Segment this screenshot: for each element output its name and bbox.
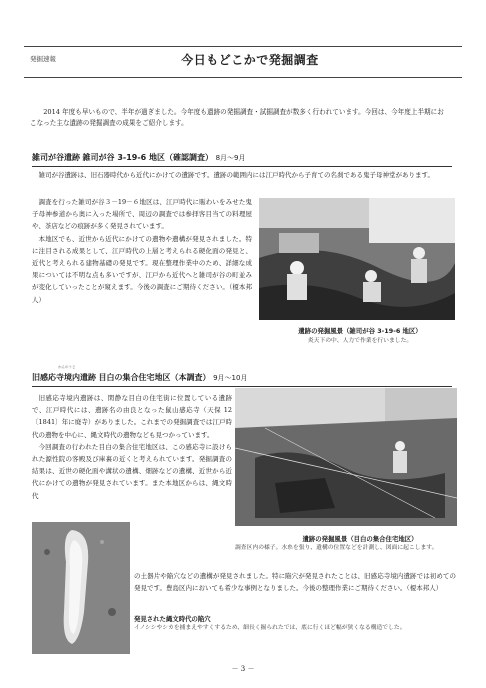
photo-caption-text: 炎天下の中、人力で作業を行いました。 [307,338,413,344]
pit-photo [32,522,130,654]
survey-date: 9月～10月 [213,374,248,382]
section1-paragraph: 調査を行った雑司が谷３－19－６地区は、江戸時代に賑わいをみせた鬼子母神参道から奥に入った場所で、周辺の調査では参拝客目当ての料理屋や、茶店などの痕跡が多く発見されています。 [32,198,252,231]
section2-paragraph: の土器片や陥穴などの遺構が発見されました。特に陥穴が発見されたことは、旧感応寺境内遺跡では初めての発見です。豊島区内においても希少な事例となりました。今後の整理作業にご期待ください。（榎本邦人） [134,572,456,593]
excavation-photo-mejiro [235,388,457,526]
section-heading-zoshigaya [32,150,452,167]
intro-paragraph: 2014 年度も早いもので、半年が過ぎました。今年度も遺跡の発掘調査・試掘調査が数多く行われています。今回は、今年度上半期におこなった主な遺跡の発掘調査の成果をご紹介します。 [30,108,444,127]
excavation-photo-zoshigaya [259,198,455,320]
pit-caption-text: イノシシやシカを捕まえやすくするため、細長く掘られたでは、底に行くほど幅が狭くなる構造でした。 [134,625,406,631]
photo-caption-title: 遺跡の発掘風景（雑司が谷 3-19-6 地区） [298,327,422,335]
section-heading-kannoji [32,370,452,387]
section2-paragraph: 今回調査の行われた目白の集合住宅地区は、この感応寺に設けられた源性院の客殿及び庫裏の近くと考えられています。発掘調査の結果は、近世の硬化面や溝状の遺構、畑跡などの遺構、近世から近代にかけての遺物が発見されています。また本地区からは、縄文時代 [32,442,232,500]
section1-body [32,196,252,306]
site-location: 目白の集合住宅地区（本調査） [98,373,211,382]
site-location: 雑司が谷 3-19-6 地区（確認調査） [82,153,214,162]
section2-body [32,392,232,502]
site-name: 旧感応寺境内遺跡 [32,373,96,382]
section2-continuation [134,570,456,594]
section1-lead: 雑司が谷遺跡は、旧石器時代から近代にかけての遺跡です。遺跡の範囲内には江戸時代から子育ての名刹である鬼子母神堂があります。 [38,171,434,179]
site-name: 雑司が谷遺跡 [32,153,80,162]
furigana: かんのうじ [58,365,76,369]
pit-caption-title: 発見された縄文時代の陥穴 [134,615,211,623]
page-number: － 3 － [231,665,255,673]
section-label: 発掘速報 [30,55,56,63]
section2-paragraph: 旧感応寺境内遺跡は、閑静な目白の住宅街に位置している遺跡で、江戸時代には、遺跡名の由良となった鼠山感応寺（天保 12〔1841〕年に廃寺）がありました。これまでの発掘調査では江戸時代の遺物を中心に、縄文時代の遺物なども見つかっています。 [32,394,232,439]
photo-caption-title: 遺跡の発掘風景（目白の集合住宅地区） [302,535,418,543]
section1-paragraph: 本地区でも、近世から近代にかけての遺物や遺構が発見されました。特に注目される成果として、江戸時代の上層と考えられる硬化面の発見と、近代と考えられる建物基礎の発見です。現在整理作業中のため、詳細な成果については不明な点も多いですが、江戸から近代へと雑司が谷の町並みが変化していったことが窺えます。今後の調査にご期待ください。（榎本邦人） [32,234,252,304]
photo-caption-text: 調査区内の様子。水糸を張り、遺構の位置などを計測し、図面に起こします。 [235,545,438,551]
page-title: 今日もどこかで発掘調査 [181,53,319,67]
survey-date: 8月～9月 [215,154,246,162]
